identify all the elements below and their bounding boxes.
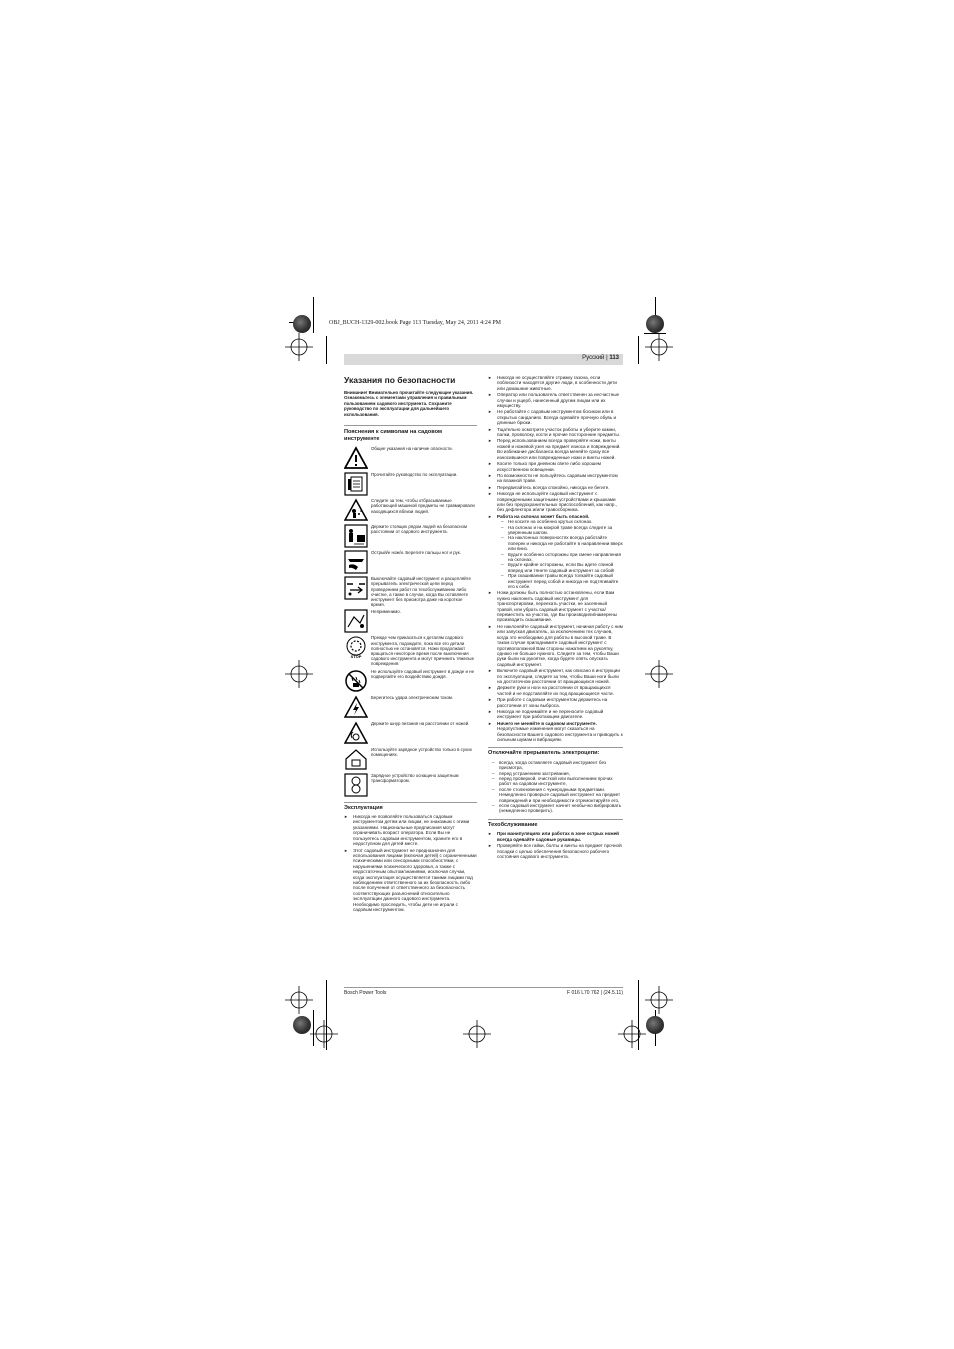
registration-mark-icon [463, 1020, 491, 1048]
right-column [488, 375, 623, 860]
registration-dot-icon [646, 1016, 664, 1034]
intro-text: Внимание! Внимательно прочитайте следующие указания. Ознакомьтесь с элементами управления и правильным пользованием садового инструмента. Сохраните руководство по эксплуатации для дальнейшего использования. [344, 390, 474, 417]
registration-dot-icon [293, 315, 311, 333]
list-item: ► Косите только при дневном свете либо хорошем искусственном освещении. [488, 461, 623, 472]
operation-list [344, 814, 477, 912]
list-item: ► Проверяйте все гайки, болты и винты на предмет прочной посадки с целью обеспечения безопасного рабочего состояния садового инструмента. [488, 843, 623, 859]
registration-mark-icon [645, 660, 673, 688]
list-item: – Будьте крайне осторожны, если Вы идете спиной вперед или тянете садовый инструмент за собой! [501, 562, 623, 573]
symbol-row [344, 721, 477, 745]
list-item: ► Никогда не поднимайте и не переносите садовый инструмент при работающем двигателе. [488, 709, 623, 720]
list-item: ► По возможности не пользуйтесь садовым инструментом на влажной траве. [488, 473, 623, 484]
list-item: ► Никогда не используйте садовый инструмент с поврежденными защитными устройствами и крышками или без предохранительных приспособлений, как напр., без дефлектора и/или травосборника. [488, 491, 623, 513]
symbol-text: Острый/е нож/и. Берегите пальцы ног и рук. [371, 550, 461, 556]
bystanders-distance-icon [344, 524, 368, 548]
list-item [488, 721, 623, 743]
list-item: – перед устранением застревания, [492, 771, 623, 776]
symbol-text: Берегитесь удара электрическим током. [371, 694, 454, 700]
svg-text:STOP: STOP [350, 654, 362, 660]
symbol-row [344, 472, 477, 496]
safety-transformer-icon [344, 773, 368, 797]
list-item: – перед проверкой, очисткой или выполнением прочих работ на садовом инструменте, [492, 776, 623, 787]
footer-doc-number: F 016 L70 762 | (24.5.11) [567, 990, 623, 996]
symbol-row [344, 576, 477, 607]
page-header [344, 354, 623, 365]
symbol-row [344, 695, 477, 719]
switch-heading: Отключайте прерыватель электроцепи: [488, 747, 623, 756]
list-item: ► Не работайте с садовым инструментом босиком или в открытых сандалиях. Всегда одевайте прочную обувь и длинные брюки. [488, 409, 623, 425]
maintenance-list [488, 831, 623, 859]
symbol-text: Держите шнур питания на расстоянии от ножей. [371, 720, 470, 726]
header-separator: | [606, 355, 608, 361]
symbol-text: Используйте зарядное устройство только в сухих помещениях. [371, 746, 472, 757]
modify-warning: Ничего не меняйте в садовом инструменте. [497, 720, 597, 726]
list-item [488, 831, 623, 842]
list-item: – Не косите на особенно крутых склонах. [501, 519, 623, 524]
registration-mark-icon [618, 1020, 646, 1048]
unplug-icon [344, 576, 368, 600]
symbol-row [344, 635, 477, 666]
warning-triangle-icon [344, 446, 368, 470]
list-item: ► Никогда не позволяйте пользоваться садовым инструментом детям или лицам, не знакомым с этими указаниями. Национальные предписания могут ограничивать возраст оператора. Если Вы не пользуетесь садовым инструментом, храните его в недоступном для детей месте. [344, 814, 477, 846]
symbol-text: Выключайте садовый инструмент и расцепляйте прерыватель электрической цепи перед проведением работ по техобслуживанию либо очистке, а также в случае, когда Вы оставляете инструмент без присмотра даже на короткое время. [371, 576, 471, 608]
symbols-heading: Пояснения к символам на садовом инструменте [344, 425, 477, 442]
symbol-text: Зарядное устройство оснащено защитным трансформатором. [371, 772, 459, 783]
maintenance-warning: При манипуляциях или работах в зоне острых ножей всегда одевайте садовые рукавицы. [497, 831, 619, 842]
file-info: OBJ_BUCH-1329-002.book Page 113 Tuesday, May 24, 2011 4:24 PM [329, 320, 502, 326]
list-item: – При скашивании травы всегда толкайте садовый инструмент перед собой и никогда не подтягивайте его к себе. [501, 573, 623, 589]
indoor-charger-icon [344, 747, 368, 771]
registration-mark-icon [310, 1020, 338, 1048]
list-item: ► Не наклоняйте садовый инструмент, начиная работу с ним или запуская двигатель, за исключением тех случаев, когда это необходимо для работы в высокой траве. В таком случае приподнимите садовый инструмент с противоположной Вам стороны нажатием на рукоятку, однако не больше нужного. Следите за тем, чтобы Ваши руки были на рукоятке, когда будете опять опускать садовый инструмент. [488, 624, 623, 667]
modify-warning-text: Недопустимые изменения могут сказаться на безопасности Вашего садового инструмента и приводить к сильным шумам и вибрациям. [497, 726, 623, 742]
symbol-text: Держите стоящих рядом людей на безопасном расстоянии от садового инструмента. [371, 524, 467, 535]
list-item: ► Передвигайтесь всегда спокойно, никогда не бегите. [488, 485, 623, 490]
footer-divider [344, 987, 623, 988]
symbol-row [344, 669, 477, 693]
symbol-row [344, 524, 477, 548]
list-item: ► Перед использованием всегда проверяйте ножи, винты ножей и ножевой узел на предмет износа и повреждений. Во избежание дисбаланса всегда меняйте сразу все износившиеся или поврежденные ножи и винты ножей. [488, 438, 623, 460]
wait-stop-icon [344, 635, 368, 659]
sharp-blades-icon [344, 550, 368, 574]
list-item: – если садовый инструмент начнет необычно вибрировать (немедленно проверить). [492, 803, 623, 814]
symbol-row [344, 609, 477, 633]
maintenance-heading: Техобслуживание [488, 819, 623, 828]
page-number: 113 [609, 355, 619, 361]
registration-dot-icon [646, 315, 664, 333]
registration-mark-icon [285, 660, 313, 688]
symbol-row [344, 747, 477, 771]
symbol-text: Неприменимо. [371, 609, 401, 615]
symbol-row [344, 498, 477, 522]
list-item: ► Ножи должны быть полностью остановлены, если Вам нужно наклонить садовый инструмент для транспортировки, переехать участки, не засеянный травой, или убрать садовый инструмент с участка/переместить на участок, где Вы производили/намерены производить скашивание. [488, 590, 623, 622]
list-item: ► При работе с садовым инструментом держитесь на расстоянии от зоны выброса. [488, 697, 623, 708]
symbol-row [344, 550, 477, 574]
safety-list [488, 375, 623, 742]
registration-dot-icon [293, 1016, 311, 1034]
symbol-text: Прочитайте руководство по эксплуатации. [371, 472, 458, 478]
registration-mark-icon [645, 986, 673, 1014]
list-item: ► Оператор или пользователь ответственен за несчастные случаи и ущерб, нанесенный другим лицам или их имуществу. [488, 392, 623, 408]
cable-away-icon [344, 721, 368, 745]
footer-brand: Bosch Power Tools [344, 990, 387, 996]
symbol-text: Следите за тем, чтобы отбрасываемые работающей машиной предметы не травмировали находящихся вблизи людей. [371, 498, 475, 514]
electric-shock-icon [344, 695, 368, 719]
symbol-text: Прежде чем прикасаться к деталям садового инструмента, подождите, пока все его детали полностью не остановятся. Ножи продолжают вращаться некоторое время после выключения садового инструмента и могут причинить тяжелые повреждения. [371, 635, 475, 667]
registration-mark-icon [285, 986, 313, 1014]
list-item: ► Никогда не осуществляйте стрижку газона, если поблизости находятся другие люди, в особенности дети или домашние животные. [488, 375, 623, 391]
list-item: ► Этот садовый инструмент не предназначен для использования лицами (включая детей) с ограниченными психическими или сенсорными способностями, с нарушениями психического здоровья, а также с недостаточным опытом/знаниями, исключая случаи, когда эксплуатация осуществляется такими лицами под наблюдением ответственного за их безопасность либо после получения от ответственного за безопасность соответствующих разъяснений относительно эксплуатации данного садового инструмента. Необходимо проследить, чтобы дети не играли с садовым инструментом. [344, 848, 477, 913]
not-applicable-icon [344, 609, 368, 633]
operation-heading: Эксплуатация [344, 802, 477, 811]
no-rain-icon [344, 669, 368, 693]
read-manual-icon [344, 472, 368, 496]
list-item: ► Тщательно осмотрите участок работы и уберите камни, палки, проволоку, кости и прочие посторонние предметы. [488, 427, 623, 438]
list-item: – На склонах и на мокрой траве всегда следите за уверенным шагом. [501, 525, 623, 536]
list-item: – всегда, когда оставляете садовый инструмент без присмотра, [492, 760, 623, 771]
thrown-objects-icon [344, 498, 368, 522]
registration-mark-icon [645, 333, 673, 361]
slope-list [497, 519, 623, 589]
left-column [344, 375, 477, 913]
list-item: ► Держите руки и ноги на расстоянии от вращающихся частей и не подставляйте их под вращающиеся части. [488, 685, 623, 696]
switch-list [488, 760, 623, 814]
list-item [488, 514, 623, 590]
slope-heading: Работа на склонах может быть опасной. [497, 513, 590, 519]
list-item: ► Включите садовый инструмент, как описано в инструкции по эксплуатации, следите за тем, чтобы Ваши ноги были на достаточном расстоянии от вращающихся ножей. [488, 668, 623, 684]
list-item: – На наклонных поверхностях всегда работайте поперек и никогда не работайте в направлении вверх или вниз. [501, 535, 623, 551]
list-item: – после столкновения с чужеродными предметами. Немедленно проверьте садовый инструмент на предмет повреждений и при необходимости отремонтируйте его, [492, 787, 623, 803]
registration-mark-icon [285, 333, 313, 361]
list-item: – Будьте особенно осторожны при смене направления на склонах. [501, 552, 623, 563]
symbol-text: Не используйте садовый инструмент в дожде и не подвергайте его воздействию дождя. [371, 668, 475, 679]
symbol-row [344, 446, 477, 470]
symbol-text: Общие указания на наличие опасности. [371, 446, 453, 452]
page-title: Указания по безопасности [344, 375, 456, 385]
symbol-row [344, 773, 477, 797]
header-language: Русский [582, 355, 605, 361]
